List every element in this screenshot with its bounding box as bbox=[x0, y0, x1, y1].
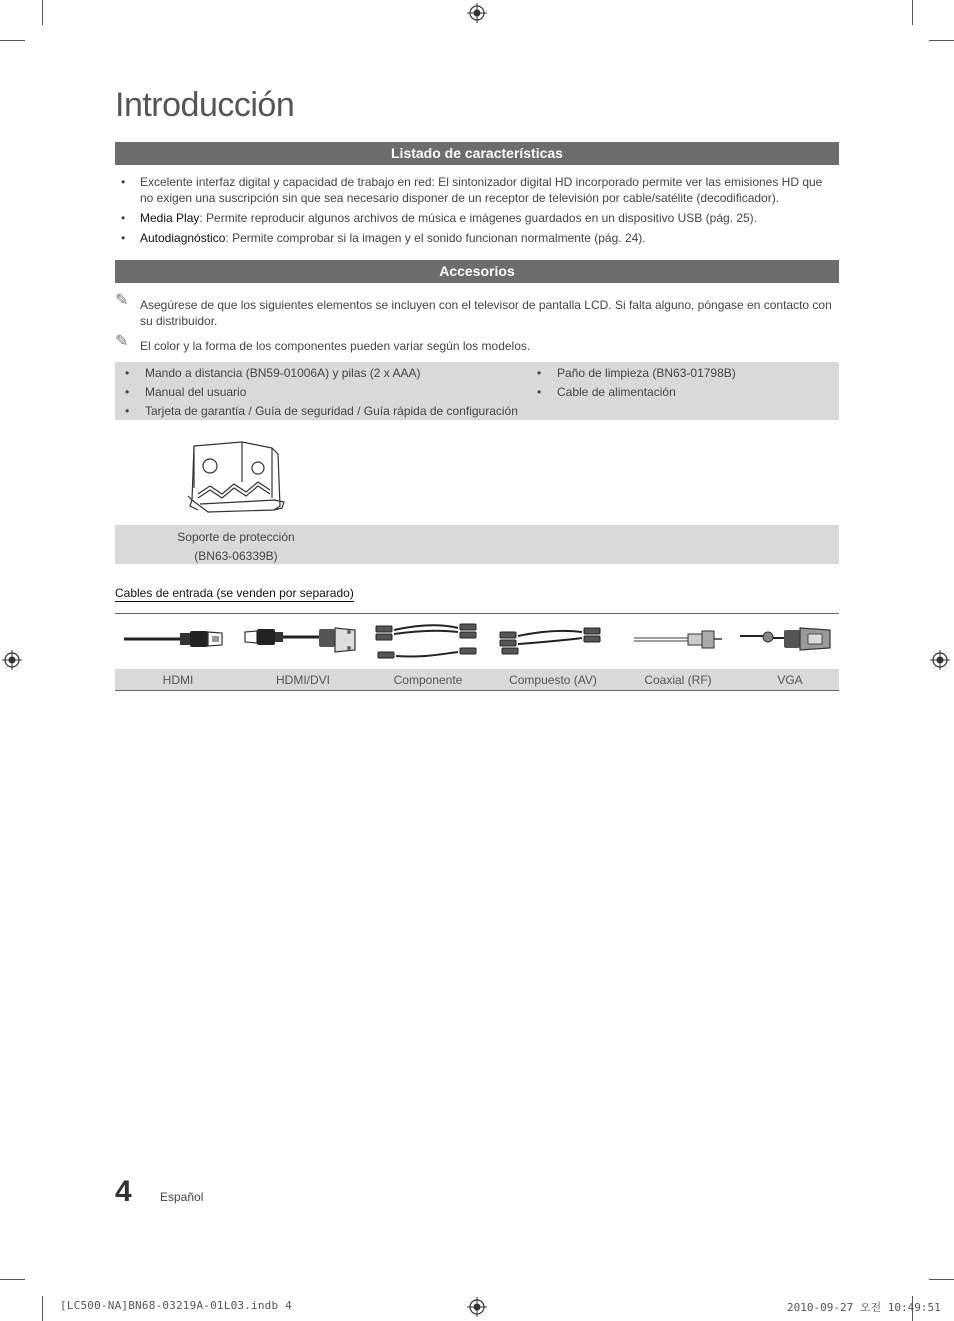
accessories-heading: Accesorios bbox=[115, 260, 839, 283]
protective-stand-icon bbox=[180, 438, 290, 523]
cable-label-component: Componente bbox=[393, 673, 463, 687]
features-heading: Listado de características bbox=[115, 142, 839, 165]
footer-timestamp: 2010-09-27 오전 10:49:51 bbox=[787, 1301, 941, 1314]
cables-divider bbox=[115, 613, 839, 614]
vga-cable-icon bbox=[738, 620, 838, 666]
stand-caption bbox=[115, 528, 357, 566]
list-item: • Media Play: Permite reproducir algunos archivos de música e imágenes guardados en un dispositivo USB (pág. 25). bbox=[121, 211, 758, 225]
crop-mark bbox=[42, 1296, 43, 1321]
component-cable-icon bbox=[372, 620, 484, 666]
crop-mark bbox=[929, 40, 954, 41]
feature-term: Media Play bbox=[140, 211, 200, 225]
accessories-left-column bbox=[115, 365, 518, 422]
list-item: • Paño de limpieza (BN63-01798B) bbox=[537, 366, 736, 380]
coaxial-rf-cable-icon bbox=[632, 620, 726, 666]
accessories-list-box bbox=[115, 362, 839, 420]
crop-mark bbox=[0, 40, 25, 41]
list-item: • Cable de alimentación bbox=[537, 385, 676, 399]
note-icon: ✎ bbox=[115, 333, 129, 350]
footer-file-name: [LC500-NA]BN68-03219A-01L03.indb 4 bbox=[60, 1299, 292, 1312]
hdmi-cable-icon bbox=[122, 620, 232, 666]
crop-mark bbox=[929, 1279, 954, 1280]
registration-mark-icon bbox=[467, 1297, 487, 1317]
crop-mark bbox=[912, 0, 913, 25]
bullet-icon: • bbox=[121, 211, 126, 225]
composite-av-cable-icon bbox=[496, 620, 610, 666]
note-icon: ✎ bbox=[115, 292, 129, 309]
list-item: • Excelente interfaz digital y capacidad de trabajo en red: El sintonizador digital HD incorporado permite ver las emisiones HD que no exigen una suscripción sin que sea necesario disponer de un receptor de televisión por cable/satélite (decodificador). bbox=[121, 175, 823, 205]
crop-mark bbox=[42, 0, 43, 25]
list-item: • Mando a distancia (BN59-01006A) y pilas (2 x AAA) bbox=[125, 366, 421, 380]
bullet-icon: • bbox=[125, 404, 130, 418]
cable-label-coaxial: Coaxial (RF) bbox=[644, 673, 712, 687]
accessories-right-column bbox=[527, 365, 736, 403]
accessories-note: ✎ Asegúrese de que los siguientes elementos se incluyen con el televisor de pantalla LCD. Si falta alguno, póngase en contacto con su distribuidor. bbox=[115, 292, 832, 328]
cable-label-composite: Compuesto (AV) bbox=[509, 673, 597, 687]
stand-caption-box bbox=[115, 525, 839, 564]
cables-heading: Cables de entrada (se venden por separado) bbox=[115, 586, 354, 600]
list-item: • Manual del usuario bbox=[125, 385, 247, 399]
crop-mark bbox=[0, 1279, 25, 1280]
cable-label-hdmi-dvi: HDMI/DVI bbox=[276, 673, 330, 687]
accessories-note: ✎ El color y la forma de los componentes pueden variar según los modelos. bbox=[115, 333, 531, 353]
stand-part-number: (BN63-06339B) bbox=[194, 549, 278, 563]
stand-name: Soporte de protección bbox=[177, 530, 295, 544]
bullet-icon: • bbox=[121, 175, 126, 189]
list-item: • Tarjeta de garantía / Guía de seguridad / Guía rápida de configuración bbox=[125, 404, 518, 418]
cable-label-vga: VGA bbox=[777, 673, 803, 687]
features-list bbox=[115, 174, 830, 250]
registration-mark-icon bbox=[930, 650, 950, 670]
bullet-icon: • bbox=[121, 231, 126, 245]
registration-mark-icon bbox=[467, 3, 487, 23]
hdmi-dvi-cable-icon bbox=[243, 620, 363, 666]
page-language: Español bbox=[160, 1190, 204, 1204]
cable-label-hdmi: HDMI bbox=[162, 673, 194, 687]
bullet-icon: • bbox=[125, 385, 130, 399]
cable-labels-row bbox=[115, 669, 839, 691]
registration-mark-icon bbox=[2, 650, 22, 670]
page-number: 4 bbox=[115, 1175, 132, 1208]
feature-term: Autodiagnóstico bbox=[140, 231, 226, 245]
list-item: • Autodiagnóstico: Permite comprobar si la imagen y el sonido funcionan normalmente (pág. 24). bbox=[121, 231, 646, 245]
bullet-icon: • bbox=[125, 366, 130, 380]
page-title: Introducción bbox=[115, 86, 295, 124]
bullet-icon: • bbox=[537, 385, 542, 399]
bullet-icon: • bbox=[537, 366, 542, 380]
